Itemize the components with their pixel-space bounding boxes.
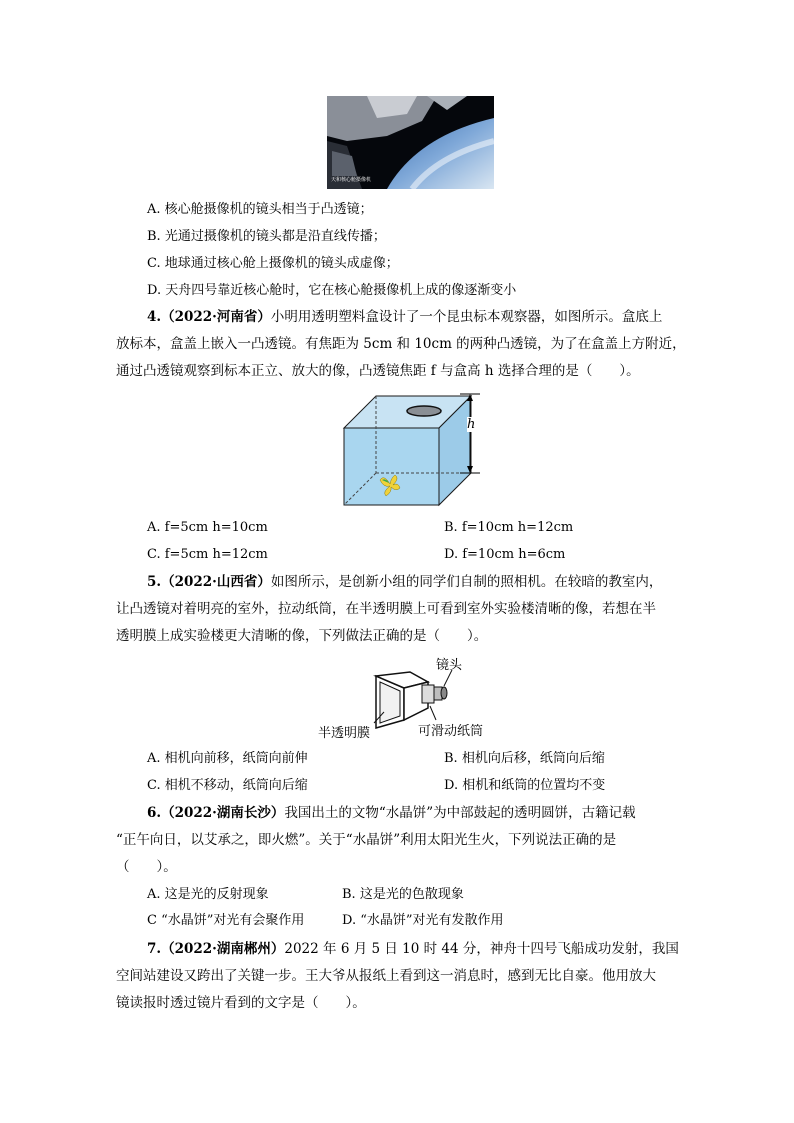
- q4-text: 小明用透明塑料盒设计了一个昆虫标本观察器，如图所示。盒底上: [270, 309, 663, 325]
- q3-option-c: C. 地球通过核心舱上摄像机的镜头成虚像；: [147, 256, 399, 271]
- q5-option-d: D. 相机和纸筒的位置均不变: [444, 778, 606, 793]
- q7-source: （2022·湖南郴州）: [161, 941, 285, 957]
- q4-line2: 放标本，盒盖上嵌入一凸透镜。有焦距为 5cm 和 10cm 的两种凸透镜，为了在盒盖上方附近，: [116, 336, 686, 352]
- q4-line1: [147, 307, 662, 327]
- q5-number: 5.: [147, 574, 162, 590]
- q7-text: 2022 年 6 月 5 日 10 时 44 分，神舟十四号飞船成功发射，我国: [284, 941, 679, 957]
- q6-option-a: A. 这是光的反射现象: [147, 887, 269, 902]
- q7-number: 7.: [147, 941, 162, 957]
- q5-option-c: C. 相机不移动，纸筒向后缩: [147, 778, 308, 793]
- label-film: 半透明膜: [318, 726, 371, 741]
- q4-option-a: A. f=5cm h=10cm: [147, 520, 268, 535]
- q5-option-a: A. 相机向前移，纸筒向前伸: [147, 751, 308, 766]
- q5-line2: 让凸透镜对着明亮的室外，拉动纸筒，在半透明膜上可看到室外实验楼清晰的像，若想在半: [116, 601, 656, 617]
- homemade-camera-figure: [318, 654, 484, 746]
- q6-line3: （ ）。: [116, 859, 177, 875]
- q7-line1: [147, 939, 679, 959]
- q3-option-d: D. 天舟四号靠近核心舱时，它在核心舱摄像机上成的像逐渐变小: [147, 283, 517, 298]
- q3-option-b: B. 光通过摄像机的镜头都是沿直线传播；: [147, 229, 386, 244]
- q4-line3: 通过凸透镜观察到标本正立、放大的像，凸透镜焦距 f 与盒高 h 选择合理的是（ ）。: [116, 363, 640, 379]
- q6-option-c: C “水晶饼”对光有会聚作用: [147, 913, 305, 928]
- q6-source: （2022·湖南长沙）: [161, 805, 285, 821]
- figure-h-label: h: [467, 417, 476, 432]
- q5-option-b: B. 相机向后移，纸筒向后缩: [444, 751, 605, 766]
- q4-source: （2022·河南省）: [161, 309, 271, 325]
- space-station-photo: [327, 96, 494, 189]
- q6-line2: “正午向日，以艾承之，即火燃”。关于“水晶饼”利用太阳光生火，下列说法正确的是: [116, 832, 617, 848]
- q6-number: 6.: [147, 805, 162, 821]
- label-lens: 镜头: [436, 658, 463, 673]
- observation-box-figure: [340, 392, 490, 516]
- q4-option-b: B. f=10cm h=12cm: [444, 520, 574, 535]
- photo-caption: 天和核心舱摄像机: [331, 177, 372, 183]
- q7-line2: 空间站建设又跨出了关键一步。王大爷从报纸上看到这一消息时，感到无比自豪。他用放大: [116, 968, 656, 984]
- q7-line3: 镜读报时透过镜片看到的文字是（ ）。: [116, 995, 366, 1011]
- q4-number: 4.: [147, 309, 162, 325]
- q4-option-c: C. f=5cm h=12cm: [147, 547, 268, 562]
- q6-option-b: B. 这是光的色散现象: [342, 887, 464, 902]
- q5-line1: [147, 572, 662, 592]
- label-tube: 可滑动纸筒: [418, 724, 484, 739]
- q6-option-d: D. “水晶饼”对光有发散作用: [342, 913, 504, 928]
- q6-text: 我国出土的文物“水晶饼”为中部鼓起的透明圆饼，古籍记载: [284, 805, 636, 821]
- q6-line1: [147, 803, 636, 823]
- q5-text: 如图所示，是创新小组的同学们自制的照相机。在较暗的教室内，: [270, 574, 663, 590]
- q4-option-d: D. f=10cm h=6cm: [444, 547, 566, 562]
- q3-option-a: A. 核心舱摄像机的镜头相当于凸透镜；: [147, 202, 373, 217]
- q5-source: （2022·山西省）: [161, 574, 271, 590]
- q5-line3: 透明膜上成实验楼更大清晰的像，下列做法正确的是（ ）。: [116, 628, 488, 644]
